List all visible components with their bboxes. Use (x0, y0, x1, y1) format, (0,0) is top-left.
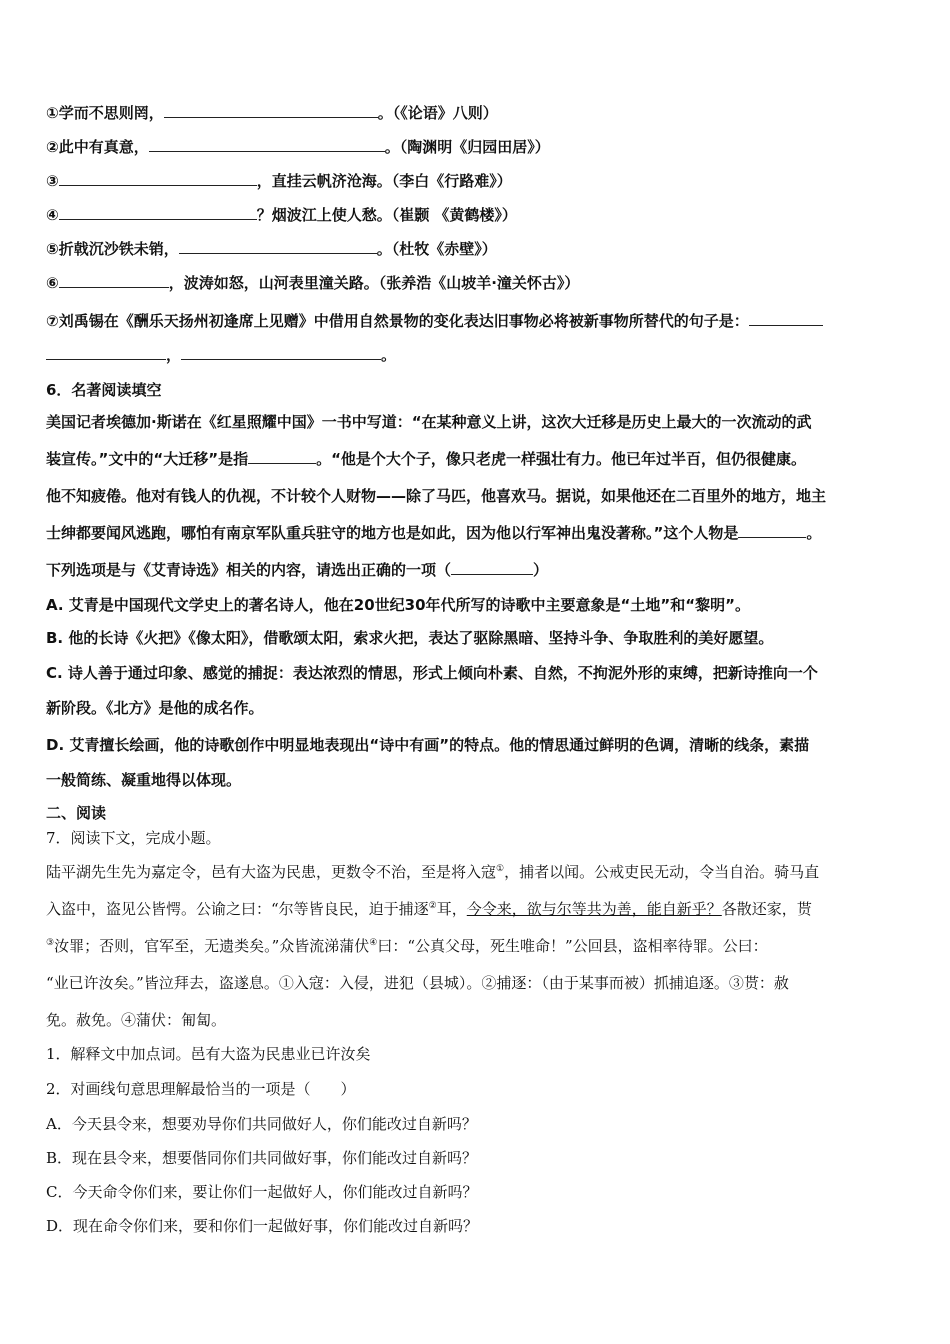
answer-blank[interactable] (149, 137, 385, 152)
answer-blank[interactable] (248, 449, 316, 464)
passage-line-5: 免。赦免。④蒲伏：匍匐。 (46, 1011, 227, 1029)
choice-c: C．今天命令你们来，要让你们一起做好人，你们能改过自新吗？ (46, 1183, 478, 1201)
q6-para-line-4: 士绅都要闻风逃跑，哪怕有南京军队重兵驻守的地方也是如此，因为他以行军神出鬼没著称。”这个人物是 。 (46, 524, 822, 542)
q6-option-d-line-1: D. 艾青擅长绘画，他的诗歌创作中明显地表现出“诗中有画”的特点。他的情思通过鲜明的色调，清晰的线条，素描 (46, 736, 810, 754)
answer-blank[interactable] (46, 345, 166, 360)
subquestion-2: 2．对画线句意思理解最恰当的一项是（ ） (46, 1080, 356, 1098)
q6-title: 6．名著阅读填空 (46, 381, 162, 399)
choice-d: D．现在命令你们来，要和你们一起做好事，你们能改过自新吗？ (46, 1217, 479, 1235)
answer-blank[interactable] (738, 523, 806, 538)
q6-option-d-line-2: 一般简练、凝重地得以体现。 (46, 771, 242, 789)
q6-ask: 下列选项是与《艾青诗选》相关的内容，请选出正确的一项（ ） (46, 561, 549, 579)
q5-line-3: ③ ，直挂云帆济沧海。（李白《行路难》） (46, 172, 512, 190)
answer-blank[interactable] (179, 239, 377, 254)
choice-a: A．今天县令来，想要劝导你们共同做好人，你们能改过自新吗？ (46, 1115, 477, 1133)
q6-para-line-1: 美国记者埃德加·斯诺在《红星照耀中国》一书中写道：“在某种意义上讲，这次大迁移是历史上最大的一次流动的武 (46, 413, 812, 431)
passage-line-4: “业已许汝矣。”皆泣拜去，盗遂息。①入寇：入侵，进犯（县城）。②捕逐：（由于某事而被）抓捕追逐。③贳：赦 (46, 974, 789, 992)
passage-line-3: ③汝罪；否则，官军至，无遗类矣。”众皆流涕蒲伏④曰：“公真父母，死生唯命！”公回县，盗相率待罪。公曰： (46, 937, 768, 955)
q5-line-6: ⑥ ，波涛如怒，山河表里潼关路。（张养浩《山坡羊·潼关怀古》） (46, 274, 580, 292)
answer-blank[interactable] (59, 273, 169, 288)
q5-line-4: ④ ？烟波江上使人愁。（崔颢 《黄鹤楼》） (46, 206, 517, 224)
q6-option-a: A. 艾青是中国现代文学史上的著名诗人，他在20世纪30年代所写的诗歌中主要意象是“土地”和“黎明”。 (46, 596, 750, 614)
q5-line-1: ①学而不思则罔， 。（《论语》八则） (46, 104, 498, 122)
q5-line-2: ②此中有真意， 。（陶渊明《归园田居》） (46, 138, 550, 156)
answer-blank[interactable] (59, 205, 257, 220)
passage-line-1: 陆平湖先生先为嘉定令，邑有大盗为民患，更数令不治，至是将入寇①，捕者以闻。公戒吏民无动，令当自治。骑马直 (46, 863, 820, 881)
q5-line-7-cont: ， 。 (46, 345, 396, 365)
section-2-title: 二、阅读 (46, 804, 107, 822)
answer-blank[interactable] (164, 103, 378, 118)
q6-option-b: B. 他的长诗《火把》《像太阳》，借歌颂太阳，索求火把，表达了驱除黑暗、坚持斗争、争取胜利的美好愿望。 (46, 629, 774, 647)
q5-line-5: ⑤折戟沉沙铁未销， 。（杜牧《赤壁》） (46, 240, 497, 258)
q6-option-c-line-1: C. 诗人善于通过印象、感觉的捕捉：表达浓烈的情思，形式上倾向朴素、自然，不拘泥外形的束缚，把新诗推向一个 (46, 664, 818, 682)
underlined-sentence: 今令来，欲与尔等共为善，能自新乎？ (466, 900, 722, 918)
answer-blank[interactable] (181, 345, 381, 360)
answer-blank[interactable] (749, 311, 823, 326)
choice-b: B．现在县令来，想要偕同你们共同做好事，你们能改过自新吗？ (46, 1149, 478, 1167)
q7-title: 7．阅读下文，完成小题。 (46, 829, 221, 847)
passage-line-2: 入盗中，盗见公皆愕。公谕之曰：“尔等皆良民，迫于捕逐②耳，今令来，欲与尔等共为善，能自新乎？各散还家，贳 (46, 900, 812, 918)
q6-para-line-3: 他不知疲倦。他对有钱人的仇视，不计较个人财物——除了马匹，他喜欢马。据说，如果他还在二百里外的地方，地主 (46, 487, 827, 505)
q6-para-line-2: 装宣传。”文中的“大迁移”是指 。“他是个大个子，像只老虎一样强壮有力。他已年过半百，但仍很健康。 (46, 450, 806, 468)
answer-blank[interactable] (451, 560, 533, 575)
subquestion-1: 1．解释文中加点词。邑有大盗为民患业已许汝矣 (46, 1045, 371, 1063)
q5-line-7: ⑦刘禹锡在《酬乐天扬州初逢席上见赠》中借用自然景物的变化表达旧事物必将被新事物所替代的句子是： (46, 311, 823, 331)
q6-option-c-line-2: 新阶段。《北方》是他的成名作。 (46, 699, 264, 717)
answer-blank[interactable] (59, 171, 257, 186)
